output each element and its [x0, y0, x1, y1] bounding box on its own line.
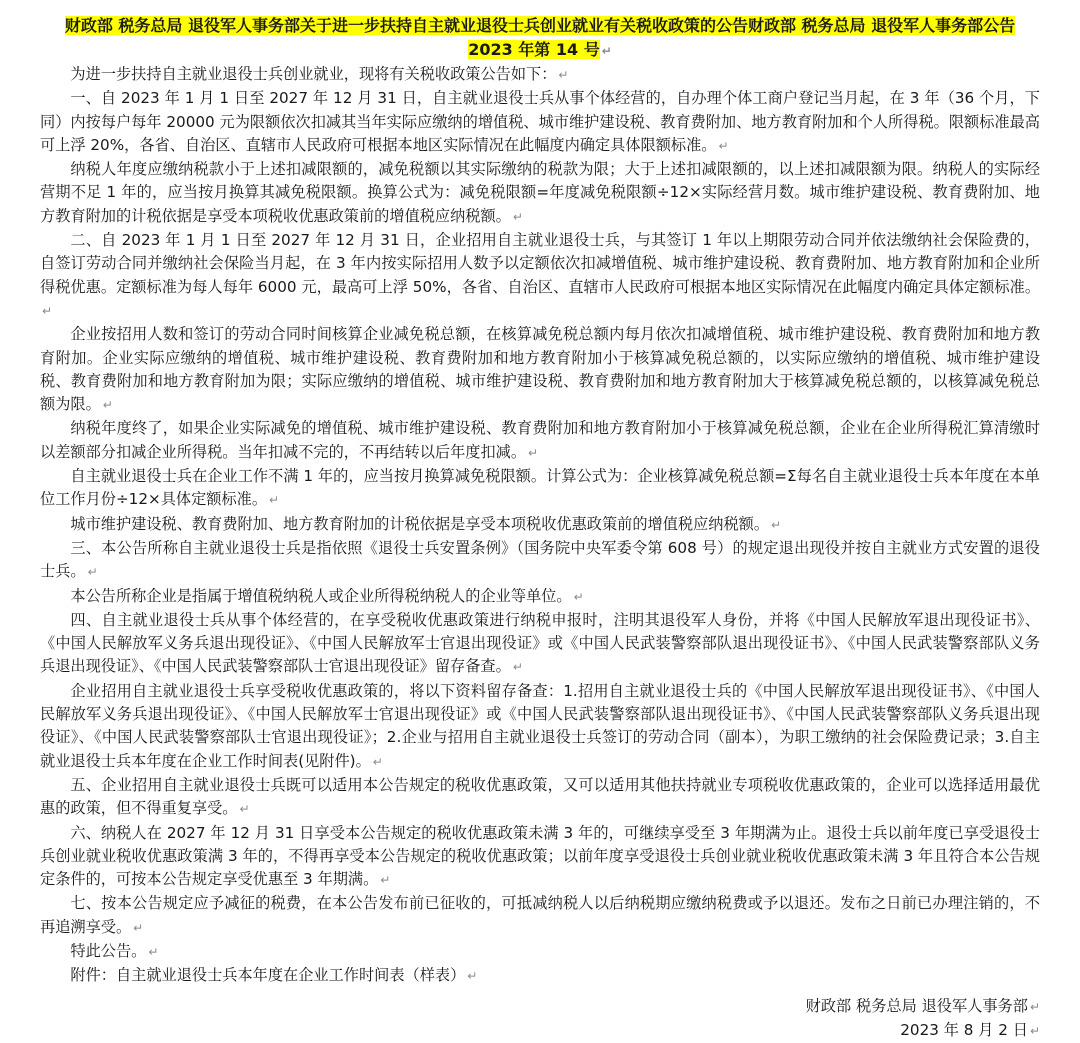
paragraph-mark-icon: ↵: [1029, 1023, 1040, 1038]
paragraph-mark-icon: ↵: [148, 944, 159, 959]
paragraph: 三、本公告所称自主就业退役士兵是指依照《退役士兵安置条例》（国务院中央军委令第 608 号）的规定退出现役并按自主就业方式安置的退役士兵。 ↵: [40, 538, 1040, 581]
paragraph: 企业按招用人数和签订的劳动合同时间核算企业减免税总额，在核算减免税总额内每月依次扣减增值税、城市维护建设税、教育费附加和地方教育附加。企业实际应缴纳的增值税、城市维护建设税、教育费附加和地方教育附加小于核算减免税总额的，以实际应缴纳的增值税、城市维护建设税、教育费附加和地方教育附加为限；实际应缴纳的增值税、城市维护建设税、教育费附加和地方教育附加大于核算减免税总额的，以核算减免税总额为限。 ↵: [40, 325, 1040, 414]
paragraph: 六、纳税人在 2027 年 12 月 31 日享受本公告规定的税收优惠政策未满 3 年的，可继续享受至 3 年期满为止。退役士兵以前年度已享受退役士兵创业就业税收优惠政策满 3 年的，不得再享受本公告规定的税收优惠政策；以前年度享受退役士兵创业就业税收优惠政策未满 3 年且符合本公告规定条件的，可按本公告规定享受优惠至 3 年期满。 ↵: [40, 823, 1040, 889]
paragraph-mark-icon: ↵: [771, 517, 782, 532]
paragraph: 纳税人年度应缴纳税款小于上述扣减限额的，减免税额以其实际缴纳的税款为限；大于上述扣减限额的，以上述扣减限额为限。纳税人的实际经营期不足 1 年的，应当按月换算其减免税限额。换算公式为：减免税限额=年度减免税限额÷12×实际经营月数。城市维护建设税、教育费附加、地方教育附加的计税依据是享受本项税收优惠政策前的增值税应纳税额。 ↵: [40, 160, 1040, 225]
paragraph-mark-icon: ↵: [558, 68, 569, 82]
paragraph-mark-icon: ↵: [87, 565, 98, 580]
paragraph-mark-icon: ↵: [380, 873, 391, 888]
paragraph: 自主就业退役士兵在企业工作不满 1 年的，应当按月换算减免税限额。计算公式为：企业核算减免税总额=Σ每名自主就业退役士兵本年度在本单位工作月份÷12×具体定额标准。 ↵: [40, 467, 1040, 509]
paragraph: 本公告所称企业是指属于增值税纳税人或企业所得税纳税人的企业等单位。 ↵: [70, 586, 584, 605]
document-title: [40, 14, 1040, 63]
paragraph: 五、企业招用自主就业退役士兵既可以适用本公告规定的税收优惠政策，又可以适用其他扶持就业专项税收优惠政策的，企业可以选择适用最优惠的政策，但不得重复享受。 ↵: [40, 775, 1040, 818]
paragraph-mark-icon: ↵: [133, 920, 144, 935]
paragraph: 七、按本公告规定应予减征的税费，在本公告发布前已征收的，可抵减纳税人以后纳税期应缴纳税费或予以退还。发布之日前已办理注销的，不再追溯享受。 ↵: [40, 894, 1040, 936]
document-body: [40, 63, 1040, 989]
paragraph-mark-icon: ↵: [372, 754, 383, 769]
paragraph-mark-icon: ↵: [1029, 999, 1040, 1014]
paragraph: 附件：自主就业退役士兵本年度在企业工作时间表（样表） ↵: [70, 966, 478, 985]
paragraph: 为进一步扶持自主就业退役士兵创业就业，现将有关税收政策公告如下： ↵: [70, 65, 569, 83]
paragraph-mark-icon: ↵: [102, 398, 113, 413]
signature-date: 2023 年 8 月 2 日 ↵: [900, 1020, 1040, 1039]
title-text: 财政部 税务总局 退役军人事务部关于进一步扶持自主就业退役士兵创业就业有关税收政策的公告财政部 税务总局 退役军人事务部公告 2023 年第 14 号: [64, 16, 1016, 59]
paragraph-mark-icon: ↵: [528, 445, 539, 460]
paragraph-mark-icon: ↵: [269, 493, 280, 508]
paragraph-mark-icon: ↵: [718, 138, 729, 153]
paragraph: 特此公告。 ↵: [70, 941, 159, 960]
paragraph-mark-icon: ↵: [239, 802, 250, 817]
paragraph: 企业招用自主就业退役士兵享受税收优惠政策的，将以下资料留存备查：1.招用自主就业退役士兵的《中国人民解放军退出现役证书》、《中国人民解放军义务兵退出现役证》、《中国人民解放军士官退出现役证》或《中国人民武装警察部队退出现役证书》、《中国人民武装警察部队义务兵退出现役证》、《中国人民武装警察部队士官退出现役证》；2.企业与招用自主就业退役士兵签订的劳动合同（副本），为职工缴纳的社会保险费记录；3.自主就业退役士兵本年度在企业工作时间表(见附件)。 ↵: [40, 681, 1040, 770]
paragraph: 二、自 2023 年 1 月 1 日至 2027 年 12 月 31 日，企业招用自主就业退役士兵，与其签订 1 年以上期限劳动合同并依法缴纳社会保险费的，自签订劳动合同并缴纳社会保险当月起，在 3 年内按实际招用人数予以定额依次扣减增值税、城市维护建设税、教育费附加、地方教育附加和企业所得税优惠。定额标准为每人每年 6000 元，最高可上浮 50%，各省、自治区、直辖市人民政府可根据本地区实际情况在此幅度内确定具体定额标准。↵: [40, 231, 1040, 318]
paragraph: 城市维护建设税、教育费附加、地方教育附加的计税依据是享受本项税收优惠政策前的增值税应纳税额。 ↵: [70, 514, 782, 533]
paragraph: 纳税年度终了，如果企业实际减免的增值税、城市维护建设税、教育费附加和地方教育附加小于核算减免税总额，企业在企业所得税汇算清缴时以差额部分扣减企业所得税。当年扣减不完的，不再结转以后年度扣减。 ↵: [40, 419, 1040, 461]
paragraph-mark-icon: ↵: [573, 589, 584, 604]
paragraph-mark-icon: ↵: [42, 303, 53, 318]
paragraph-mark-icon: ↵: [467, 969, 478, 984]
paragraph-mark-icon: ↵: [601, 44, 612, 58]
signature-issuers: 财政部 税务总局 退役军人事务部 ↵: [805, 996, 1040, 1015]
paragraph: 四、自主就业退役士兵从事个体经营的，在享受税收优惠政策进行纳税申报时，注明其退役军人身份，并将《中国人民解放军退出现役证书》、《中国人民解放军义务兵退出现役证》、《中国人民解放军士官退出现役证》或《中国人民武装警察部队退出现役证书》、《中国人民武装警察部队义务兵退出现役证》、《中国人民武装警察部队士官退出现役证》留存备查。 ↵: [40, 610, 1040, 676]
paragraph-mark-icon: ↵: [512, 660, 523, 675]
paragraph-mark-icon: ↵: [512, 209, 523, 224]
paragraph: 一、自 2023 年 1 月 1 日至 2027 年 12 月 31 日，自主就业退役士兵从事个体经营的，自办理个体工商户登记当月起，在 3 年（36 个月，下同）内按每户每年 20000 元为限额依次扣减其当年实际应缴纳的增值税、城市维护建设税、教育费附加、地方教育附加和个人所得税。限额标准最高可上浮 20%，各省、自治区、直辖市人民政府可根据本地区实际情况在此幅度内确定具体限额标准。 ↵: [40, 89, 1040, 154]
